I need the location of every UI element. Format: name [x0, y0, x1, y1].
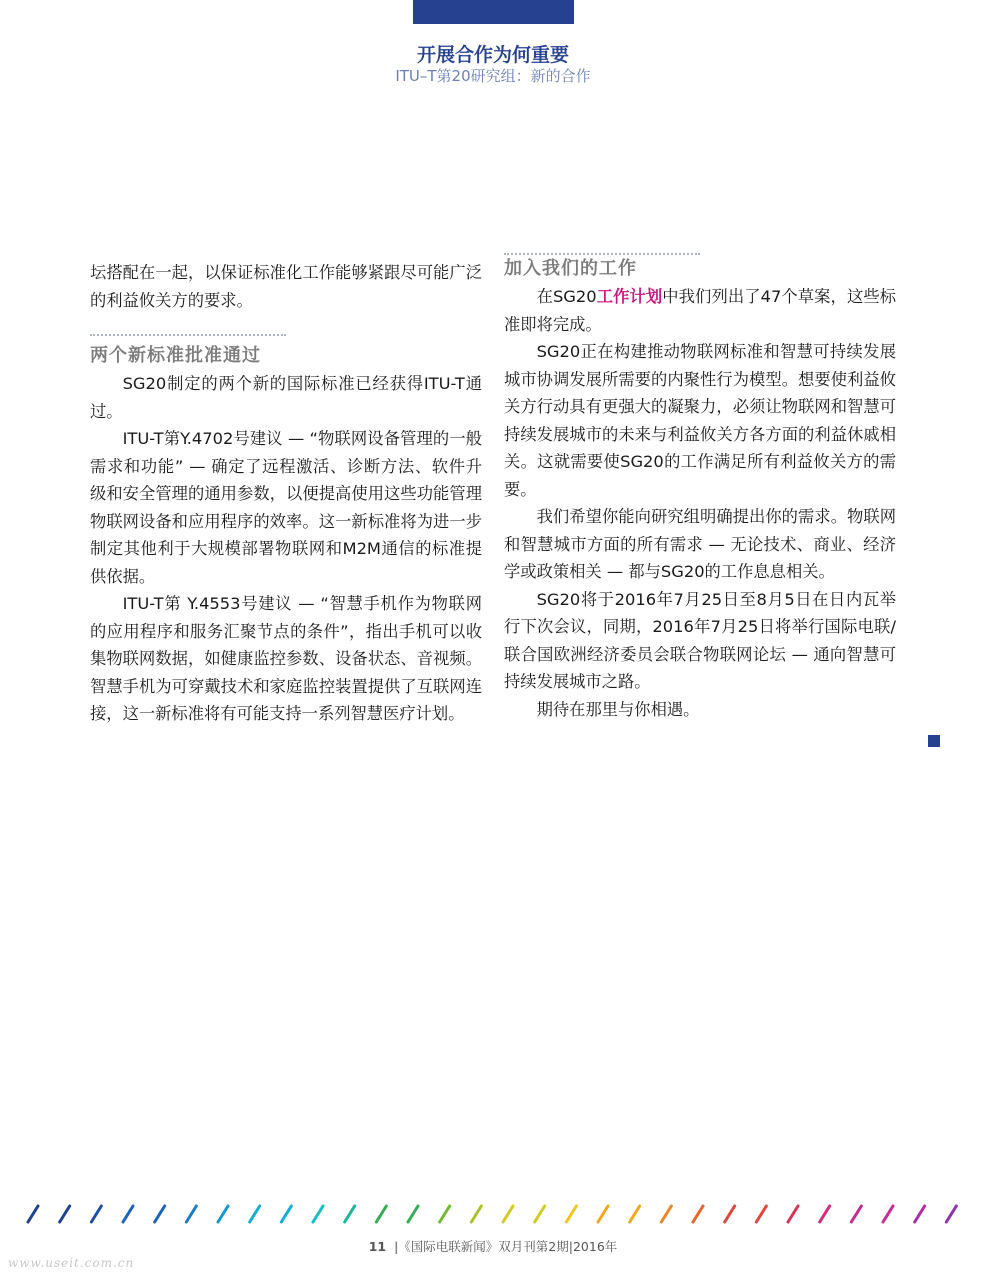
- right-paragraph-1: [504, 283, 896, 338]
- footer-stripe: [820, 1206, 830, 1222]
- work-programme-link[interactable]: 工作计划: [596, 287, 663, 306]
- footer-stripe: [566, 1206, 576, 1222]
- footer-stripe: [788, 1206, 798, 1222]
- text-fragment: 中我们列出了47个草案，这些标准即将完成。: [504, 287, 896, 334]
- footer-stripe: [598, 1206, 608, 1222]
- footer: [0, 1237, 986, 1255]
- footer-stripe: [725, 1206, 735, 1222]
- footer-stripe: [313, 1206, 323, 1222]
- footer-stripe: [630, 1206, 640, 1222]
- footer-stripe: [440, 1206, 450, 1222]
- footer-stripe: [883, 1206, 893, 1222]
- watermark: www.useit.com.cn: [8, 1256, 135, 1270]
- footer-stripe: [60, 1206, 70, 1222]
- page-title: 开展合作为何重要: [416, 44, 569, 66]
- footer-stripe: [915, 1206, 925, 1222]
- right-column: [504, 259, 896, 723]
- section-heading-join-us: 加入我们的工作: [504, 258, 637, 279]
- publication-info: |《国际电联新闻》双月刊第2期|2016年: [394, 1239, 618, 1254]
- footer-stripe: [155, 1206, 165, 1222]
- footer-stripe: [123, 1206, 133, 1222]
- right-paragraph-2: SG20正在构建推动物联网标准和智慧可持续发展城市协调发展所需要的内聚性行为模型。想要使利益攸关方行动具有更强大的凝聚力，必须让物联网和智慧可持续发展城市的未来与利益攸关方各方面的利益休戚相关。这就需要使SG20的工作满足所有利益攸关方的需要。: [504, 342, 896, 499]
- footer-stripe: [28, 1206, 38, 1222]
- footer-stripe: [408, 1206, 418, 1222]
- section-divider: [90, 334, 286, 336]
- left-column: [90, 259, 482, 728]
- footer-stripe: [946, 1206, 956, 1222]
- footer-stripe: [535, 1206, 545, 1222]
- right-paragraph-3: 我们希望你能向研究组明确提出你的需求。物联网和智慧城市方面的所有需求 — 无论技术、商业、经济学或政策相关 — 都与SG20的工作息息相关。: [504, 507, 896, 581]
- left-paragraph-3: ITU-T第 Y.4553号建议 — “智慧手机作为物联网的应用程序和服务汇聚节点的条件”，指出手机可以收集物联网数据，如健康监控参数、设备状态、音视频。智慧手机为可穿戴技术和家庭监控装置提供了互联网连接，这一新标准将有可能支持一系列智慧医疗计划。: [90, 594, 482, 723]
- footer-stripe: [281, 1206, 291, 1222]
- text-fragment: 在SG20: [536, 287, 597, 306]
- footer-stripe: [218, 1206, 228, 1222]
- footer-stripe: [345, 1206, 355, 1222]
- left-intro-paragraph: 坛搭配在一起，以保证标准化工作能够紧跟尽可能广泛的利益攸关方的要求。: [90, 263, 482, 310]
- left-paragraph-2: ITU-T第Y.4702号建议 — “物联网设备管理的一般需求和功能” — 确定了远程激活、诊断方法、软件升级和安全管理的通用参数，以便提高使用这些功能管理物联网设备和应用程序的效率。这一新标准将为进一步制定其他利于大规模部署物联网和M2M通信的标准提供依据。: [90, 429, 482, 586]
- footer-stripe: [186, 1206, 196, 1222]
- footer-stripe: [756, 1206, 766, 1222]
- footer-stripe: [376, 1206, 386, 1222]
- top-color-tab: [413, 0, 574, 24]
- footer-stripe: [91, 1206, 101, 1222]
- article-end-square-icon: [928, 735, 940, 747]
- footer-stripe: [661, 1206, 671, 1222]
- footer-stripe: [250, 1206, 260, 1222]
- footer-stripe: [503, 1206, 513, 1222]
- footer-color-stripes: [20, 1200, 970, 1226]
- footer-stripe: [851, 1206, 861, 1222]
- footer-stripe: [693, 1206, 703, 1222]
- left-paragraph-1: SG20制定的两个新的国际标准已经获得ITU-T通过。: [90, 374, 482, 421]
- page-subtitle: ITU–T第20研究组：新的合作: [395, 67, 591, 85]
- right-paragraph-4: SG20将于2016年7月25日至8月5日在日内瓦举行下次会议，同期，2016年7月25日将举行国际电联/联合国欧洲经济委员会联合物联网论坛 — 通向智慧可持续发展城市之路。: [504, 589, 896, 691]
- page-number: 11: [368, 1239, 387, 1254]
- section-heading-new-standards: 两个新标准批准通过: [90, 345, 261, 366]
- right-paragraph-5: 期待在那里与你相遇。: [536, 699, 700, 719]
- footer-stripe: [471, 1206, 481, 1222]
